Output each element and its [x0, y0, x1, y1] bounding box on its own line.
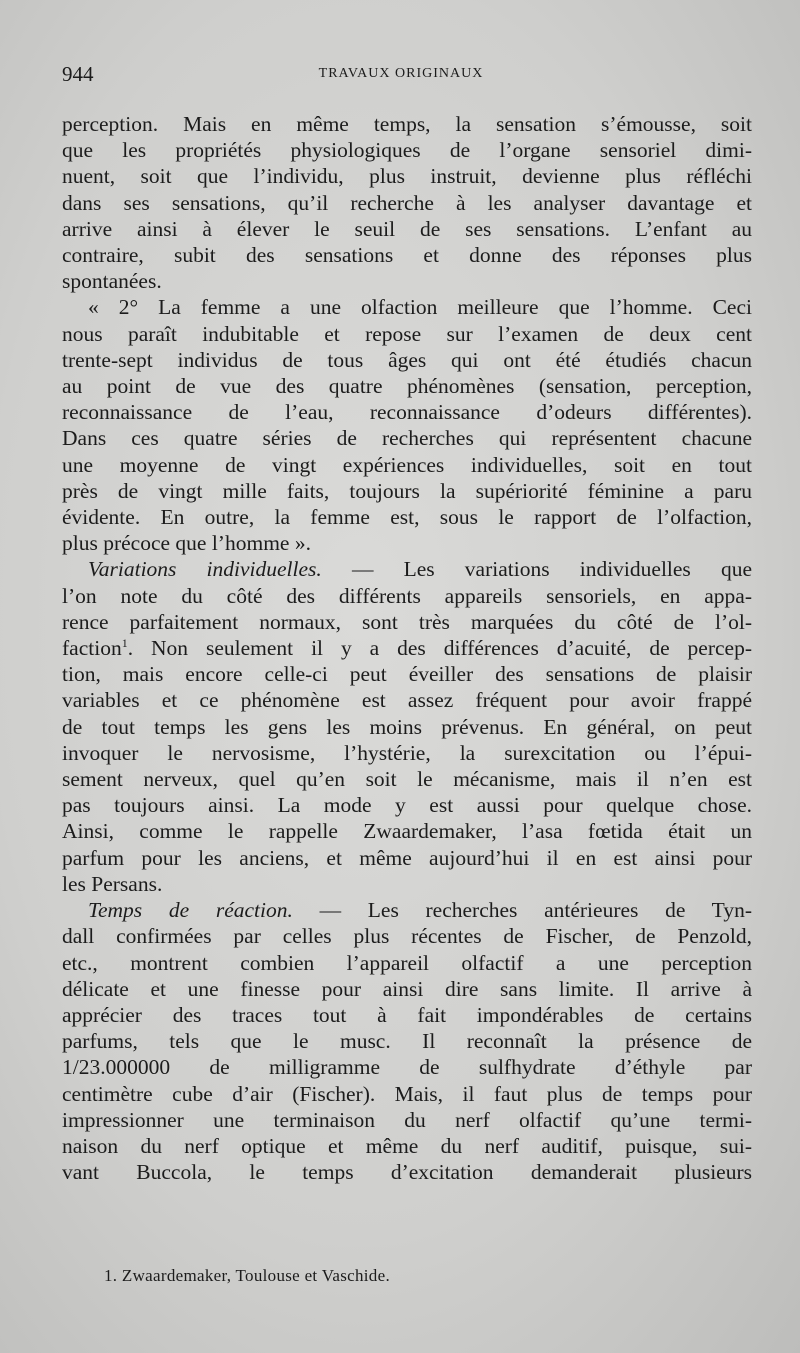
text-line	[62, 583, 752, 609]
body-text	[62, 111, 752, 1185]
text-run: au point de vue des quatre phénomènes (sensation, perception,	[62, 374, 752, 399]
text-line	[62, 687, 752, 713]
text-run: rence parfaitement normaux, sont très marquées du côté de l’ol-	[62, 609, 752, 634]
text-run: vant Buccola, le temps d’excitation demanderait plusieurs	[62, 1160, 752, 1185]
text-run: centimètre cube d’air (Fischer). Mais, il faut plus de temps pour	[62, 1081, 752, 1106]
text-run: perception. Mais en même temps, la sensation s’émousse, soit	[62, 112, 752, 136]
text-run: Ainsi, comme le rappelle Zwaardemaker, l’asa fœtida était un	[62, 819, 752, 844]
text-line	[62, 897, 752, 923]
text-line	[62, 163, 752, 189]
text-line	[62, 294, 752, 320]
text-run: que les propriétés physiologiques de l’organe sensoriel dimi-	[62, 138, 752, 163]
text-run: arrive ainsi à élever le seuil de ses sensations. L’enfant au	[62, 216, 752, 241]
text-line	[62, 845, 752, 871]
text-run: 1/23.000000 de milligramme de sulfhydrate d’éthyle par	[62, 1055, 752, 1080]
text-line	[62, 137, 752, 163]
text-line	[62, 425, 752, 451]
text-run: pas toujours ainsi. La mode y est aussi pour quelque chose.	[62, 793, 752, 818]
text-run: — Les recherches antérieures de Tyn-	[292, 898, 752, 923]
text-line	[62, 818, 752, 844]
text-run: trente-sept individus de tous âges qui ont été étudiés chacun	[62, 347, 752, 372]
text-line	[62, 268, 752, 294]
text-run: délicate et une finesse pour ainsi dire sans limite. Il arrive à	[62, 976, 752, 1001]
text-run: plus précoce que l’homme ».	[62, 531, 311, 556]
text-run: une moyenne de vingt expériences individuelles, soit en tout	[62, 452, 752, 477]
text-line	[62, 242, 752, 268]
text-line	[62, 1159, 752, 1185]
text-line	[62, 714, 752, 740]
text-line	[62, 661, 752, 687]
text-line	[62, 1107, 752, 1133]
text-run: près de vingt mille faits, toujours la supériorité féminine a paru	[62, 478, 752, 503]
text-run: invoquer le nervosisme, l’hystérie, la surexcitation ou l’épui-	[62, 740, 752, 765]
text-line	[62, 740, 752, 766]
text-run: . Non seulement il y a des différences d’acuité, de percep-	[127, 636, 752, 661]
text-run: reconnaissance de l’eau, reconnaissance d’odeurs différentes).	[62, 400, 752, 425]
text-run: les Persans.	[62, 871, 163, 896]
text-run: apprécier des traces tout à fait impondérables de certains	[62, 1002, 752, 1027]
running-head: TRAVAUX ORIGINAUX	[318, 66, 484, 81]
text-line	[62, 321, 752, 347]
text-line	[62, 1002, 752, 1028]
text-line	[62, 976, 752, 1002]
text-line	[62, 766, 752, 792]
text-run: sement nerveux, quel qu’en soit le mécanisme, mais il n’en est	[62, 767, 752, 792]
text-run: — Les variations individuelles que	[321, 557, 752, 582]
text-line	[62, 609, 752, 635]
text-run: faction	[62, 636, 122, 661]
text-line	[62, 530, 752, 556]
text-run: l’on note du côté des différents appareils sensoriels, en appa-	[62, 583, 752, 608]
text-run: spontanées.	[62, 269, 162, 294]
text-run: « 2° La femme a une olfaction meilleure que l’homme. Ceci	[88, 295, 752, 320]
text-run: dans ses sensations, qu’il recherche à les analyser davantage et	[62, 190, 752, 215]
text-run: variables et ce phénomène est assez fréquent pour avoir frappé	[62, 688, 752, 713]
text-run: nous paraît indubitable et repose sur l’examen de deux cent	[62, 321, 752, 346]
text-line	[62, 478, 752, 504]
text-run: dall confirmées par celles plus récentes de Fischer, de Penzold,	[62, 924, 752, 949]
text-line	[62, 504, 752, 530]
footnote: 1. Zwaardemaker, Toulouse et Vaschide.	[104, 1266, 391, 1285]
text-run: parfum pour les anciens, et même aujourd’hui il en est ainsi pour	[62, 845, 752, 870]
page-header	[62, 62, 740, 86]
text-run: nuent, soit que l’individu, plus instruit, devienne plus réfléchi	[62, 164, 752, 189]
text-line	[62, 950, 752, 976]
text-line	[62, 111, 752, 137]
text-line	[62, 1133, 752, 1159]
text-run: parfums, tels que le musc. Il reconnaît la présence de	[62, 1029, 752, 1054]
text-line	[62, 1028, 752, 1054]
text-line	[62, 635, 752, 661]
text-line	[62, 399, 752, 425]
footnote-ref: 1	[121, 635, 128, 650]
text-run: de tout temps les gens les moins prévenus. En général, on peut	[62, 714, 752, 739]
text-line	[62, 373, 752, 399]
text-run: contraire, subit des sensations et donne des réponses plus	[62, 243, 752, 268]
page-number: 944	[62, 62, 94, 86]
text-line	[62, 871, 752, 897]
text-run: etc., montrent combien l’appareil olfactif a une perception	[62, 950, 752, 975]
text-run: naison du nerf optique et même du nerf auditif, puisque, sui-	[62, 1133, 752, 1158]
text-run: impressionner une terminaison du nerf olfactif qu’une termi-	[62, 1107, 752, 1132]
text-line	[62, 923, 752, 949]
section-heading: Variations individuelles.	[88, 557, 322, 582]
text-line	[62, 792, 752, 818]
text-run: tion, mais encore celle-ci peut éveiller des sensations de plaisir	[62, 662, 752, 687]
text-run: évidente. En outre, la femme est, sous le rapport de l’olfaction,	[62, 505, 752, 530]
text-line	[62, 556, 752, 582]
text-line	[62, 190, 752, 216]
section-heading: Temps de réaction.	[88, 898, 293, 923]
text-line	[62, 1081, 752, 1107]
text-line	[62, 216, 752, 242]
text-line	[62, 347, 752, 373]
text-run: Dans ces quatre séries de recherches qui représentent chacune	[62, 426, 752, 451]
text-line	[62, 452, 752, 478]
text-line	[62, 1054, 752, 1080]
